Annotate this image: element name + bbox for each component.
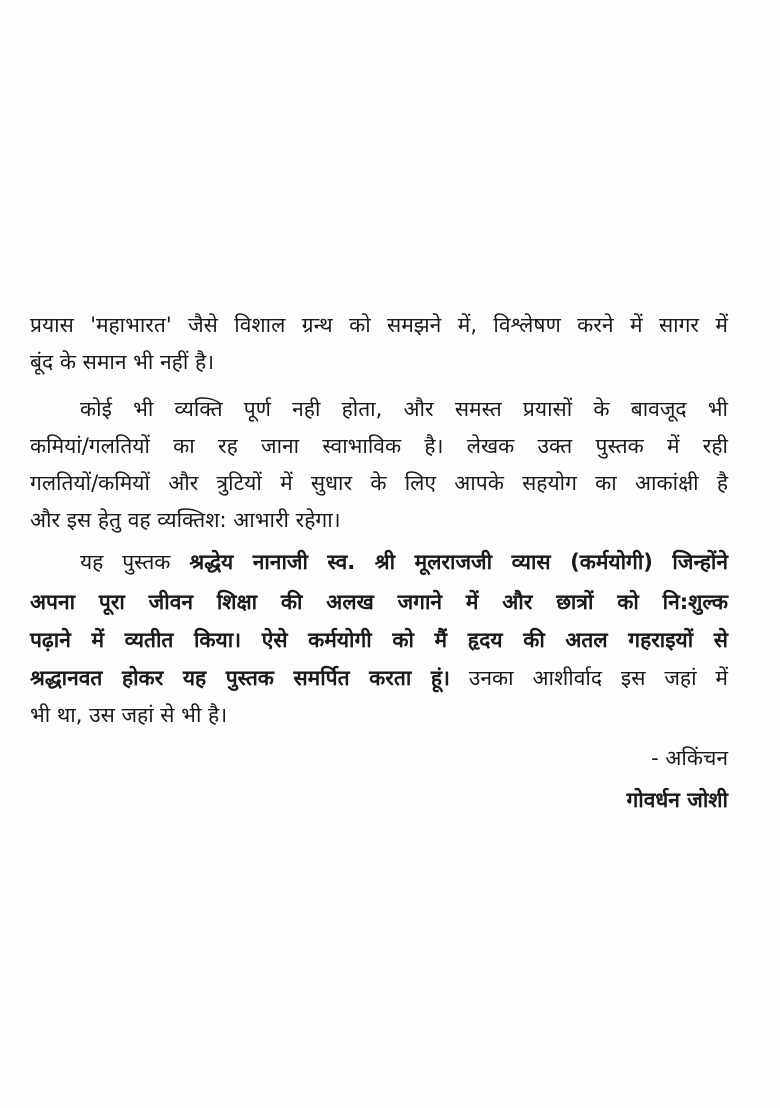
- text-line: [30, 547, 728, 577]
- text-bold: श्रद्धेय नानाजी स्व. श्री मूलराजजी व्यास (कर्मयोगी) जिन्होंने: [189, 550, 728, 574]
- text-line: बूंद के समान भी नहीं है।: [30, 350, 215, 374]
- text-line: पढ़ाने में व्यतीत किया। ऐसे कर्मयोगी को मैं हृदय की अतल गहराइयों से: [30, 628, 728, 652]
- text-line: गलतियों/कमियों और त्रुटियों में सुधार के लिए आपके सहयोग का आकांक्षी है: [30, 471, 728, 495]
- text-line: [30, 663, 728, 693]
- text-normal: उनका आशीर्वाद इस जहां में: [449, 666, 728, 690]
- text-line: अपना पूरा जीवन शिक्षा की अलख जगाने में और छात्रों को नि:शुल्क: [30, 590, 728, 614]
- text-line: प्रयास 'महाभारत' जैसे विशाल ग्रन्थ को समझने में, विश्लेषण करने में सागर में: [30, 313, 728, 337]
- pen-name: - अकिंचन: [651, 746, 728, 770]
- text-line: कमियां/गलतियों का रह जाना स्वाभाविक है। लेखक उक्त पुस्तक में रही: [30, 434, 728, 458]
- text-normal: यह पुस्तक: [80, 550, 190, 574]
- text-bold: श्रद्धानवत होकर यह पुस्तक समर्पित करता हूं।: [30, 666, 450, 690]
- text-line: भी था, उस जहां से भी है।: [30, 703, 228, 727]
- text-line: कोई भी व्यक्ति पूर्ण नही होता, और समस्त प्रयासों के बावजूद भी: [80, 397, 728, 421]
- author-name: गोवर्धन जोशी: [626, 788, 728, 812]
- text-line: और इस हेतु वह व्यक्तिश: आभारी रहेगा।: [30, 508, 341, 532]
